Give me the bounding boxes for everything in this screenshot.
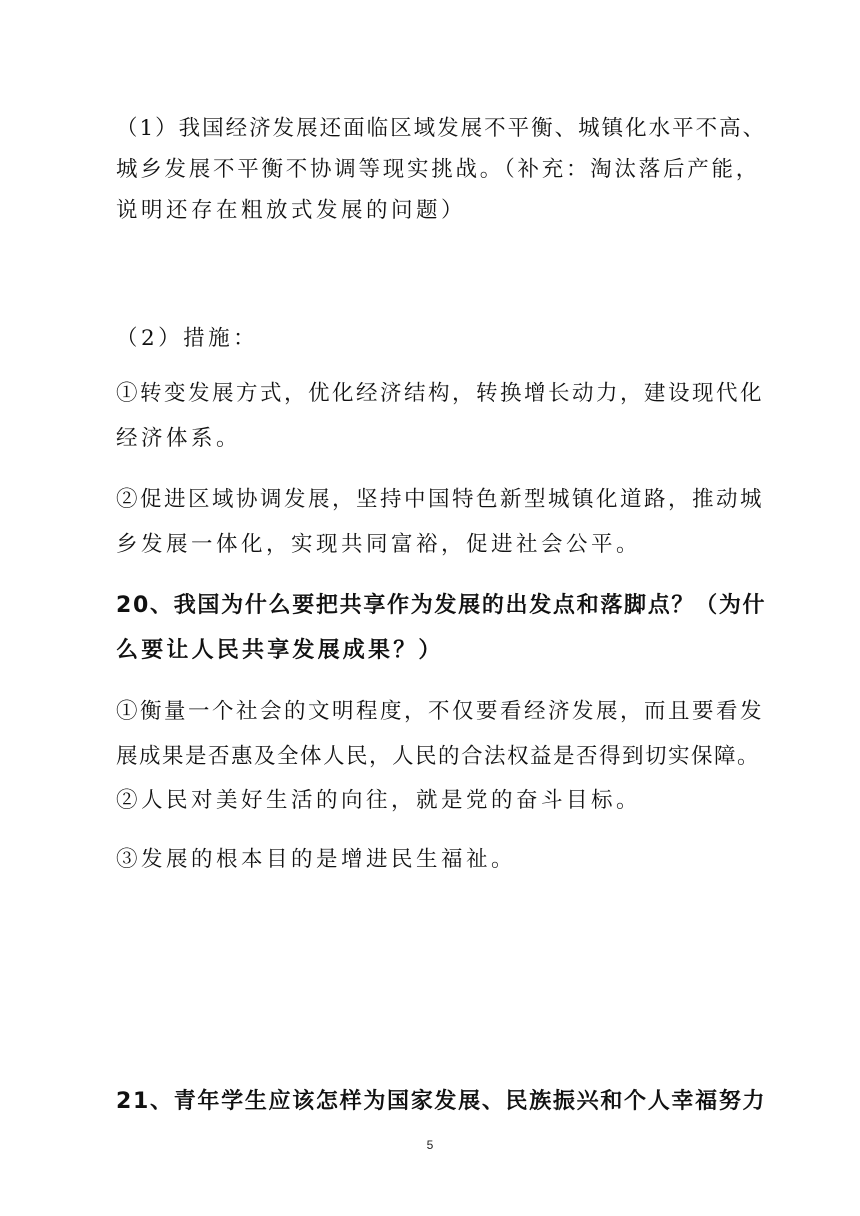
paragraph-1-line-2: 城乡发展不平衡不协调等现实挑战。（补充：淘汰落后产能， [116, 157, 761, 182]
question-21-title: 21、青年学生应该怎样为国家发展、民族振兴和个人幸福努力 [116, 1089, 767, 1114]
measure-1-line-1: ①转变发展方式，优化经济结构，转换增长动力，建设现代化 [116, 381, 765, 406]
page-number: 5 [426, 1138, 434, 1152]
paragraph-1-line-3: 说明还存在粗放式发展的问题） [116, 198, 467, 223]
measure-1-line-2: 经济体系。 [116, 426, 242, 451]
measure-2-line-2: 乡发展一体化，实现共同富裕，促进社会公平。 [116, 532, 642, 557]
answer-20-3: ③发展的根本目的是增进民生福祉。 [116, 847, 517, 872]
answer-20-1-line-1: ①衡量一个社会的文明程度，不仅要看经济发展，而且要看发 [116, 699, 765, 724]
paragraph-1-line-1: （1）我国经济发展还面临区域发展不平衡、城镇化水平不高、 [116, 116, 767, 141]
answer-20-1-line-2: 展成果是否惠及全体人民，人民的合法权益是否得到切实保障。 [116, 744, 761, 769]
measure-2-line-1: ②促进区域协调发展，坚持中国特色新型城镇化道路，推动城 [116, 487, 765, 512]
answer-20-2: ②人民对美好生活的向往，就是党的奋斗目标。 [116, 788, 642, 813]
measures-title: （2）措施： [116, 326, 259, 351]
question-20-title-line-1: 20、我国为什么要把共享作为发展的出发点和落脚点？（为什 [116, 593, 767, 618]
question-20-title-line-2: 么要让人民共享发展成果？） [116, 638, 444, 663]
